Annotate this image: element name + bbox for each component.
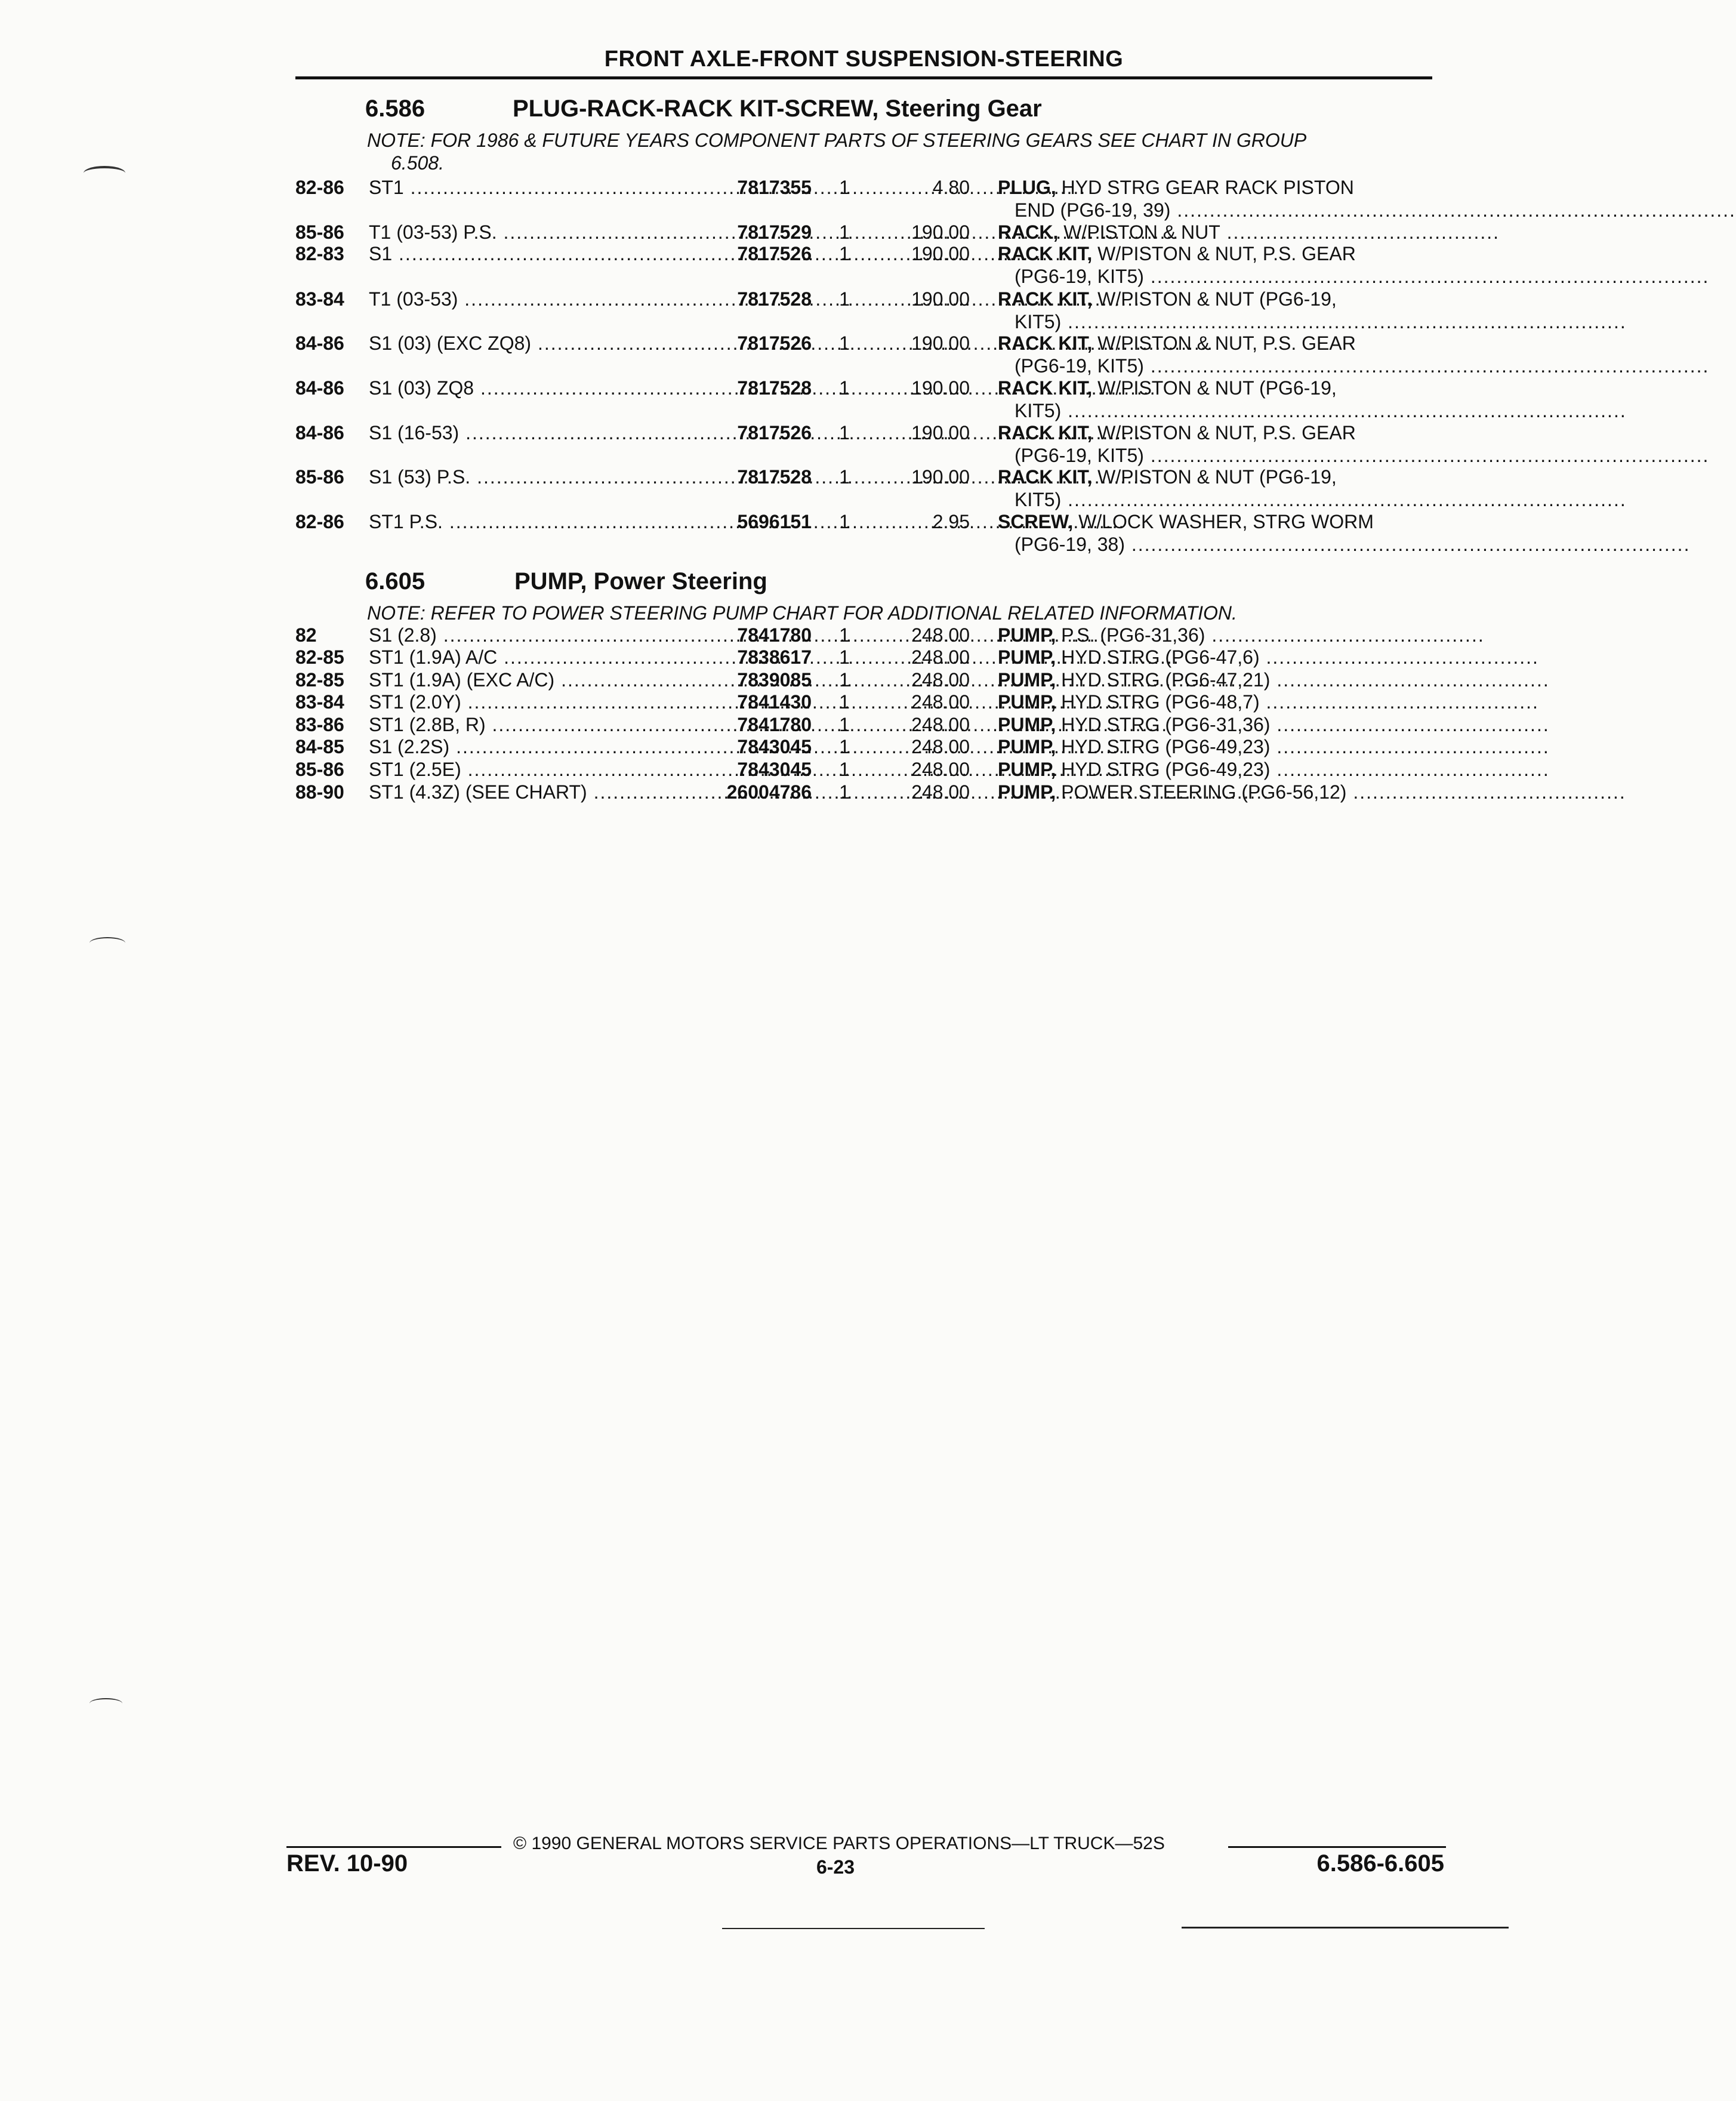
- model-application: S1 .....: [369, 242, 688, 265]
- part-description-continued: KIT5) .....: [1015, 399, 1433, 422]
- part-description: [998, 421, 1433, 444]
- table-row: [0, 221, 1509, 244]
- section-name: PLUG-RACK-RACK KIT-SCREW, Steering Gear: [513, 96, 1042, 122]
- part-description: [998, 781, 1626, 803]
- model-years: 84-86: [295, 422, 344, 443]
- part-number: 5696151: [737, 511, 812, 532]
- model-years: 83-84: [295, 691, 344, 713]
- price: 190.00: [911, 332, 970, 354]
- part-detail: HYD STRG (PG6-47,6): [1056, 646, 1260, 668]
- part-description: [998, 377, 1433, 399]
- quantity: 1: [839, 714, 850, 735]
- table-row: [0, 646, 1539, 668]
- quantity: 1: [839, 377, 850, 399]
- part-name: PUMP,: [998, 646, 1056, 668]
- quantity: 1: [839, 691, 850, 713]
- part-detail: W/PISTON & NUT, P.S. GEAR: [1092, 332, 1356, 354]
- table-row: [0, 421, 1509, 444]
- part-detail: W/PISTON & NUT, P.S. GEAR: [1092, 422, 1356, 443]
- table-row: [0, 691, 1539, 713]
- model-years: 82-86: [295, 177, 344, 198]
- model-application: S1 (2.8) .....: [369, 624, 688, 646]
- part-description: [998, 221, 1500, 244]
- part-name: PUMP,: [998, 691, 1056, 713]
- scan-artifact-line: [1182, 1927, 1509, 1929]
- table-row: [0, 466, 1509, 488]
- scan-artifact-mark: [90, 937, 125, 949]
- part-description: [998, 510, 1433, 533]
- section-name: PUMP, Power Steering: [514, 568, 767, 594]
- model-application: ST1 .....: [369, 176, 688, 199]
- part-name: RACK,: [998, 221, 1059, 243]
- part-name: PUMP,: [998, 714, 1056, 735]
- model-application: ST1 (2.5E) .....: [369, 758, 688, 781]
- scan-artifact-line: [722, 1928, 985, 1929]
- part-number: 7817528: [737, 466, 812, 488]
- model-years: 82-85: [295, 646, 344, 668]
- part-description: [998, 242, 1433, 265]
- footer-section-range: 6.586-6.605: [1316, 1850, 1444, 1877]
- model-application: ST1 (2.8B, R) .....: [369, 713, 688, 736]
- part-detail: W/PISTON & NUT (PG6-19,: [1092, 466, 1337, 488]
- price: 190.00: [911, 377, 970, 399]
- model-years: 85-86: [295, 221, 344, 243]
- price: 4.80: [932, 177, 970, 198]
- table-row: [0, 668, 1550, 691]
- part-description-continued: END (PG6-19, 39) .....: [1015, 199, 1433, 221]
- part-name: SCREW,: [998, 511, 1074, 532]
- price: 248.00: [911, 759, 970, 780]
- part-number: 7843045: [737, 736, 812, 757]
- part-detail: W/LOCK WASHER, STRG WORM: [1073, 511, 1374, 532]
- quantity: 1: [839, 243, 850, 264]
- part-name: PUMP,: [998, 624, 1056, 646]
- part-detail: HYD STRG (PG6-49,23): [1056, 736, 1271, 757]
- part-description-continued: KIT5) .....: [1015, 488, 1433, 511]
- part-name: PUMP,: [998, 669, 1056, 691]
- section-note-line2: 6.508.: [391, 152, 444, 174]
- section-note-line1: NOTE: FOR 1986 & FUTURE YEARS COMPONENT PARTS OF STEERING GEARS SEE CHART IN GROUP: [367, 130, 1307, 151]
- table-row: [0, 781, 1626, 803]
- model-years: 82-83: [295, 243, 344, 264]
- quantity: 1: [839, 288, 850, 310]
- part-number: 7817528: [737, 377, 812, 399]
- model-years: 82-85: [295, 669, 344, 691]
- model-years: 84-86: [295, 332, 344, 354]
- model-years: 82-86: [295, 511, 344, 532]
- part-name: RACK KIT,: [998, 422, 1093, 443]
- section-note: NOTE: REFER TO POWER STEERING PUMP CHART FOR ADDITIONAL RELATED INFORMATION.: [367, 602, 1237, 624]
- model-application: ST1 (4.3Z) (SEE CHART) .....: [369, 781, 688, 803]
- part-number: 7817526: [737, 422, 812, 443]
- part-description: [998, 332, 1433, 355]
- quantity: 1: [839, 177, 850, 198]
- footer-page-number: 6-23: [816, 1856, 855, 1878]
- section-number: 6.586: [365, 96, 425, 122]
- model-application: ST1 (1.9A) A/C .....: [369, 646, 688, 668]
- part-number: 7817528: [737, 288, 812, 310]
- price: 2.95: [932, 511, 970, 532]
- price: 248.00: [911, 714, 970, 735]
- part-number: 7817526: [737, 332, 812, 354]
- price: 190.00: [911, 422, 970, 443]
- part-name: PUMP,: [998, 781, 1056, 803]
- part-detail: POWER STEERING (PG6-56,12): [1056, 781, 1347, 803]
- model-application: S1 (53) P.S. .....: [369, 466, 688, 488]
- part-number: 7817355: [737, 177, 812, 198]
- footer-revision: REV. 10-90: [286, 1850, 408, 1877]
- part-name: RACK KIT,: [998, 288, 1093, 310]
- part-detail: HYD STRG (PG6-31,36): [1056, 714, 1271, 735]
- part-description: [998, 735, 1550, 758]
- price: 190.00: [911, 243, 970, 264]
- quantity: 1: [839, 511, 850, 532]
- table-row: [0, 735, 1550, 758]
- dot-leader: ..........................................: [1259, 691, 1539, 713]
- page-header: FRONT AXLE-FRONT SUSPENSION-STEERING: [604, 47, 1124, 72]
- model-application: S1 (2.2S) .....: [369, 735, 688, 758]
- part-name: PLUG,: [998, 177, 1056, 198]
- table-row: [0, 713, 1550, 736]
- table-row: [0, 288, 1509, 310]
- dot-leader: ..........................................: [1270, 736, 1550, 757]
- part-description-continued: (PG6-19, KIT5) .....: [1015, 355, 1433, 377]
- model-application: ST1 (2.0Y) .....: [369, 691, 688, 713]
- part-detail: HYD STRG (PG6-47,21): [1056, 669, 1271, 691]
- table-row: [0, 242, 1509, 265]
- part-detail: W/PISTON & NUT (PG6-19,: [1092, 288, 1337, 310]
- part-name: RACK KIT,: [998, 466, 1093, 488]
- part-number: 7817529: [737, 221, 812, 243]
- footer-rule-left: [286, 1846, 501, 1848]
- part-name: PUMP,: [998, 759, 1056, 780]
- model-application: S1 (03) (EXC ZQ8) .....: [369, 332, 688, 355]
- table-row: [0, 510, 1509, 533]
- part-description: [998, 466, 1433, 488]
- quantity: 1: [839, 669, 850, 691]
- table-row: [0, 758, 1550, 781]
- quantity: 1: [839, 781, 850, 803]
- part-detail: W/PISTON & NUT (PG6-19,: [1092, 377, 1337, 399]
- part-description: [998, 691, 1539, 713]
- part-description: [998, 758, 1550, 781]
- price: 248.00: [911, 624, 970, 646]
- part-name: RACK KIT,: [998, 377, 1093, 399]
- model-years: 82: [295, 624, 317, 646]
- scan-artifact-mark: [90, 1698, 122, 1709]
- part-detail: HYD STRG (PG6-49,23): [1056, 759, 1271, 780]
- part-description-continued: KIT5) .....: [1015, 310, 1433, 333]
- header-rule: [295, 76, 1432, 79]
- price: 248.00: [911, 691, 970, 713]
- section-number: 6.605: [365, 568, 425, 594]
- dot-leader: ..........................................: [1270, 669, 1550, 691]
- price: 190.00: [911, 288, 970, 310]
- part-number: 26004786: [726, 781, 812, 803]
- model-years: 84-86: [295, 377, 344, 399]
- quantity: 1: [839, 759, 850, 780]
- quantity: 1: [839, 624, 850, 646]
- table-row: [0, 176, 1509, 199]
- part-number: 7817526: [737, 243, 812, 264]
- model-application: S1 (03) ZQ8 .....: [369, 377, 688, 399]
- quantity: 1: [839, 736, 850, 757]
- model-application: T1 (03-53) .....: [369, 288, 688, 310]
- price: 248.00: [911, 646, 970, 668]
- part-detail: P.S. (PG6-31,36): [1056, 624, 1205, 646]
- dot-leader: ..........................................: [1205, 624, 1485, 646]
- part-number: 7841780: [737, 624, 812, 646]
- part-number: 7841430: [737, 691, 812, 713]
- dot-leader: ..........................................: [1270, 714, 1550, 735]
- part-name: PUMP,: [998, 736, 1056, 757]
- part-description: [998, 646, 1539, 668]
- dot-leader: ..........................................: [1259, 646, 1539, 668]
- model-years: 83-86: [295, 714, 344, 735]
- quantity: 1: [839, 332, 850, 354]
- price: 248.00: [911, 736, 970, 757]
- model-years: 85-86: [295, 759, 344, 780]
- model-application: T1 (03-53) P.S. .....: [369, 221, 688, 244]
- table-row: [0, 377, 1509, 399]
- dot-leader: ..........................................: [1346, 781, 1626, 803]
- table-row: [0, 624, 1509, 646]
- part-number: 7838617: [737, 646, 812, 668]
- model-years: 85-86: [295, 466, 344, 488]
- model-years: 88-90: [295, 781, 344, 803]
- part-description-continued: (PG6-19, KIT5) .....: [1015, 265, 1433, 288]
- price: 248.00: [911, 781, 970, 803]
- part-detail: HYD STRG (PG6-48,7): [1056, 691, 1260, 713]
- price: 190.00: [911, 466, 970, 488]
- part-number: 7841780: [737, 714, 812, 735]
- model-application: S1 (16-53) .....: [369, 421, 688, 444]
- part-detail: HYD STRG GEAR RACK PISTON: [1056, 177, 1354, 198]
- part-description-continued: (PG6-19, 38) .....: [1015, 533, 1433, 556]
- part-description: [998, 668, 1550, 691]
- part-description: [998, 713, 1550, 736]
- price: 248.00: [911, 669, 970, 691]
- dot-leader: ..........................................: [1270, 759, 1550, 780]
- model-application: ST1 P.S. .....: [369, 510, 688, 533]
- model-years: 84-85: [295, 736, 344, 757]
- part-description-continued: (PG6-19, KIT5) .....: [1015, 444, 1433, 467]
- footer-rule-right: [1228, 1846, 1446, 1848]
- part-name: RACK KIT,: [998, 243, 1093, 264]
- quantity: 1: [839, 422, 850, 443]
- part-detail: W/PISTON & NUT, P.S. GEAR: [1092, 243, 1356, 264]
- part-number: 7843045: [737, 759, 812, 780]
- quantity: 1: [839, 646, 850, 668]
- part-detail: W/PISTON & NUT: [1058, 221, 1220, 243]
- quantity: 1: [839, 466, 850, 488]
- model-application: ST1 (1.9A) (EXC A/C) .....: [369, 668, 688, 691]
- quantity: 1: [839, 221, 850, 243]
- scan-artifact-mark: [84, 166, 125, 180]
- price: 190.00: [911, 221, 970, 243]
- dot-leader: ..........................................: [1220, 221, 1500, 243]
- footer-copyright: © 1990 GENERAL MOTORS SERVICE PARTS OPERATIONS—LT TRUCK—52S: [513, 1834, 1165, 1853]
- table-row: [0, 332, 1509, 355]
- part-description: [998, 288, 1433, 310]
- part-description: [998, 176, 1433, 199]
- part-description: [998, 624, 1485, 646]
- model-years: 83-84: [295, 288, 344, 310]
- part-name: RACK KIT,: [998, 332, 1093, 354]
- part-number: 7839085: [737, 669, 812, 691]
